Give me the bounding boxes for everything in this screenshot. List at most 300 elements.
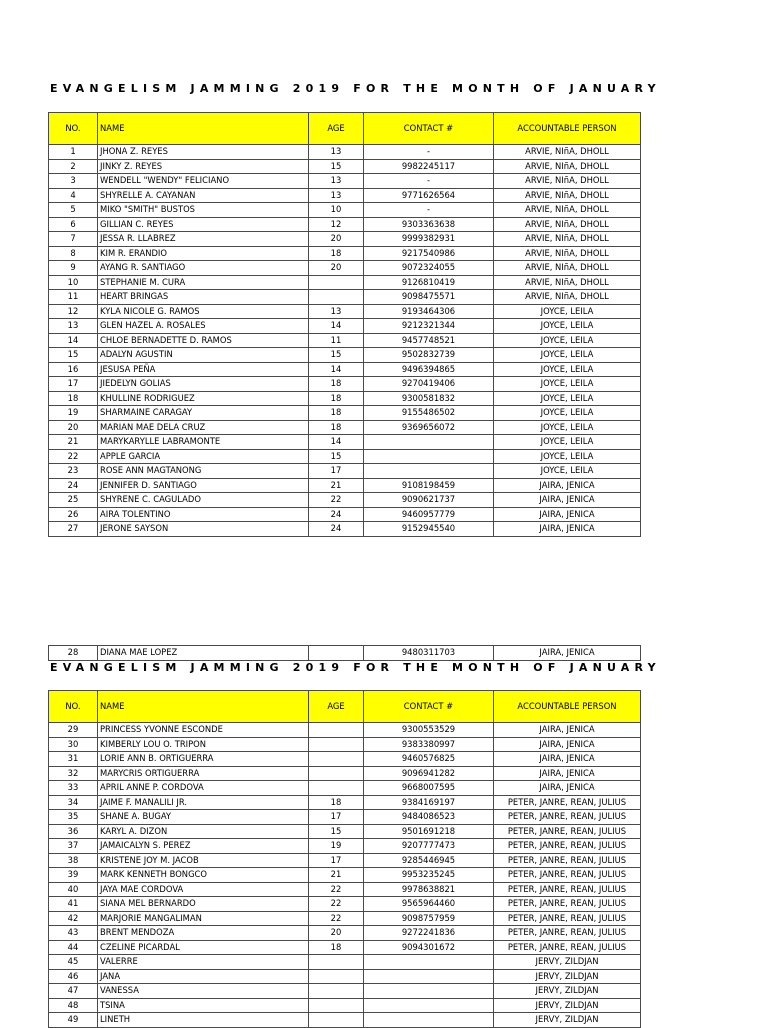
cell-age xyxy=(309,275,364,290)
cell-age xyxy=(309,781,364,796)
cell-contact: 9090621737 xyxy=(364,493,494,508)
cell-age: 18 xyxy=(309,420,364,435)
cell-contact: 9300553529 xyxy=(364,723,494,738)
cell-age: 21 xyxy=(309,868,364,883)
cell-no: 6 xyxy=(49,217,98,232)
cell-age xyxy=(309,969,364,984)
cell-no: 25 xyxy=(49,493,98,508)
cell-no: 10 xyxy=(49,275,98,290)
cell-name: WENDELL "WENDY" FELICIANO xyxy=(98,174,309,189)
cell-no: 42 xyxy=(49,911,98,926)
cell-age: 18 xyxy=(309,940,364,955)
header-contact: CONTACT # xyxy=(364,113,494,145)
cell-contact: 9212321344 xyxy=(364,319,494,334)
cell-no: 27 xyxy=(49,522,98,537)
cell-accountable-person: PETER, JANRE, REAN, JULIUS xyxy=(494,839,641,854)
table-row xyxy=(49,377,641,392)
cell-no: 17 xyxy=(49,377,98,392)
table-row xyxy=(49,435,641,450)
table-row xyxy=(49,752,641,767)
cell-no: 32 xyxy=(49,766,98,781)
cell-accountable-person: JAIRA, JENICA xyxy=(494,737,641,752)
cell-name: JERONE SAYSON xyxy=(98,522,309,537)
cell-name: JAMAICALYN S. PEREZ xyxy=(98,839,309,854)
cell-no: 1 xyxy=(49,145,98,160)
cell-contact xyxy=(364,1013,494,1028)
cell-no: 9 xyxy=(49,261,98,276)
table-row xyxy=(49,998,641,1013)
cell-name: GLEN HAZEL A. ROSALES xyxy=(98,319,309,334)
cell-age: 18 xyxy=(309,795,364,810)
table-row xyxy=(49,145,641,160)
table-row xyxy=(49,217,641,232)
cell-no: 12 xyxy=(49,304,98,319)
table-row xyxy=(49,507,641,522)
cell-contact: 9300581832 xyxy=(364,391,494,406)
table-row xyxy=(49,203,641,218)
table-row xyxy=(49,969,641,984)
cell-age: 18 xyxy=(309,391,364,406)
cell-contact: 9126810419 xyxy=(364,275,494,290)
cell-contact: 9496394865 xyxy=(364,362,494,377)
cell-name: KARYL A. DIZON xyxy=(98,824,309,839)
cell-contact: 9108198459 xyxy=(364,478,494,493)
cell-accountable-person: JAIRA, JENICA xyxy=(494,478,641,493)
cell-age: 14 xyxy=(309,362,364,377)
cell-accountable-person: ARVIE, NIñA, DHOLL xyxy=(494,217,641,232)
cell-accountable-person: JERVY, ZILDJAN xyxy=(494,998,641,1013)
cell-contact: 9098475571 xyxy=(364,290,494,305)
cell-accountable-person: JAIRA, JENICA xyxy=(494,752,641,767)
cell-name: MARJORIE MANGALIMAN xyxy=(98,911,309,926)
cell-no: 15 xyxy=(49,348,98,363)
cell-no: 21 xyxy=(49,435,98,450)
cell-age xyxy=(309,955,364,970)
header-age: AGE xyxy=(309,691,364,723)
cell-accountable-person: JOYCE, LEILA xyxy=(494,362,641,377)
cell-name: KRISTENE JOY M. JACOB xyxy=(98,853,309,868)
cell-contact: 9982245117 xyxy=(364,159,494,174)
cell-accountable-person: PETER, JANRE, REAN, JULIUS xyxy=(494,911,641,926)
cell-contact: 9383380997 xyxy=(364,737,494,752)
cell-name: AYANG R. SANTIAGO xyxy=(98,261,309,276)
cell-name: ADALYN AGUSTIN xyxy=(98,348,309,363)
cell-no: 4 xyxy=(49,188,98,203)
table-row xyxy=(49,737,641,752)
cell-age: 17 xyxy=(309,853,364,868)
cell-name: AIRA TOLENTINO xyxy=(98,507,309,522)
cell-age: 18 xyxy=(309,246,364,261)
cell-no: 11 xyxy=(49,290,98,305)
cell-contact: - xyxy=(364,145,494,160)
cell-no: 39 xyxy=(49,868,98,883)
cell-accountable-person: ARVIE, NIñA, DHOLL xyxy=(494,188,641,203)
cell-contact xyxy=(364,955,494,970)
table-header-row xyxy=(49,113,641,145)
cell-name: KYLA NICOLE G. RAMOS xyxy=(98,304,309,319)
cell-no: 29 xyxy=(49,723,98,738)
cell-accountable-person: PETER, JANRE, REAN, JULIUS xyxy=(494,940,641,955)
cell-age xyxy=(309,646,364,661)
cell-age xyxy=(309,998,364,1013)
cell-age: 17 xyxy=(309,464,364,479)
cell-age xyxy=(309,723,364,738)
cell-no: 33 xyxy=(49,781,98,796)
cell-contact xyxy=(364,435,494,450)
cell-name: MIKO "SMITH" BUSTOS xyxy=(98,203,309,218)
table-row xyxy=(49,275,641,290)
cell-accountable-person: PETER, JANRE, REAN, JULIUS xyxy=(494,882,641,897)
cell-name: VANESSA xyxy=(98,984,309,999)
cell-name: JESSA R. LLABREZ xyxy=(98,232,309,247)
cell-age: 22 xyxy=(309,493,364,508)
cell-accountable-person: ARVIE, NIñA, DHOLL xyxy=(494,290,641,305)
cell-no: 37 xyxy=(49,839,98,854)
table-row xyxy=(49,723,641,738)
cell-age: 22 xyxy=(309,897,364,912)
cell-accountable-person: PETER, JANRE, REAN, JULIUS xyxy=(494,897,641,912)
table-row xyxy=(49,853,641,868)
cell-accountable-person: JOYCE, LEILA xyxy=(494,420,641,435)
cell-name: KIMBERLY LOU O. TRIPON xyxy=(98,737,309,752)
cell-age xyxy=(309,766,364,781)
cell-name: SIANA MEL BERNARDO xyxy=(98,897,309,912)
cell-name: APPLE GARCIA xyxy=(98,449,309,464)
cell-no: 13 xyxy=(49,319,98,334)
cell-age xyxy=(309,290,364,305)
cell-no: 7 xyxy=(49,232,98,247)
cell-contact: 9460957779 xyxy=(364,507,494,522)
cell-accountable-person: JAIRA, JENICA xyxy=(494,766,641,781)
cell-no: 40 xyxy=(49,882,98,897)
table-row xyxy=(49,348,641,363)
cell-accountable-person: JERVY, ZILDJAN xyxy=(494,955,641,970)
cell-accountable-person: PETER, JANRE, REAN, JULIUS xyxy=(494,824,641,839)
cell-no: 24 xyxy=(49,478,98,493)
cell-name: APRIL ANNE P. CORDOVA xyxy=(98,781,309,796)
cell-age: 14 xyxy=(309,435,364,450)
cell-age: 12 xyxy=(309,217,364,232)
table-row xyxy=(49,795,641,810)
page-title-1: EVANGELISM JAMMING 2019 FOR THE MONTH OF JANUARY xyxy=(50,82,661,95)
cell-age: 15 xyxy=(309,348,364,363)
table-row xyxy=(49,362,641,377)
cell-name: SHANE A. BUGAY xyxy=(98,810,309,825)
cell-no: 26 xyxy=(49,507,98,522)
header-no: NO. xyxy=(49,113,98,145)
cell-name: HEART BRINGAS xyxy=(98,290,309,305)
table-row xyxy=(49,478,641,493)
table-row xyxy=(49,420,641,435)
cell-no: 2 xyxy=(49,159,98,174)
table-row xyxy=(49,984,641,999)
cell-age: 20 xyxy=(309,232,364,247)
cell-no: 18 xyxy=(49,391,98,406)
table-row xyxy=(49,646,641,661)
cell-name: GILLIAN C. REYES xyxy=(98,217,309,232)
cell-name: JENNIFER D. SANTIAGO xyxy=(98,478,309,493)
cell-age: 22 xyxy=(309,911,364,926)
cell-no: 49 xyxy=(49,1013,98,1028)
attendance-table-1 xyxy=(48,112,641,537)
table-row xyxy=(49,926,641,941)
cell-name: CZELINE PICARDAL xyxy=(98,940,309,955)
cell-accountable-person: JERVY, ZILDJAN xyxy=(494,969,641,984)
cell-no: 20 xyxy=(49,420,98,435)
cell-age: 19 xyxy=(309,839,364,854)
cell-accountable-person: JOYCE, LEILA xyxy=(494,449,641,464)
cell-contact xyxy=(364,464,494,479)
table-row xyxy=(49,940,641,955)
cell-age: 18 xyxy=(309,406,364,421)
cell-contact: 9098757959 xyxy=(364,911,494,926)
cell-contact: 9207777473 xyxy=(364,839,494,854)
table-row xyxy=(49,897,641,912)
cell-contact: 9457748521 xyxy=(364,333,494,348)
table-row xyxy=(49,522,641,537)
cell-accountable-person: ARVIE, NIñA, DHOLL xyxy=(494,159,641,174)
cell-accountable-person: JOYCE, LEILA xyxy=(494,304,641,319)
table-row xyxy=(49,159,641,174)
cell-name: TSINA xyxy=(98,998,309,1013)
cell-contact: 9484086523 xyxy=(364,810,494,825)
cell-no: 30 xyxy=(49,737,98,752)
header-accountable-person: ACCOUNTABLE PERSON xyxy=(494,113,641,145)
cell-no: 35 xyxy=(49,810,98,825)
cell-accountable-person: ARVIE, NIñA, DHOLL xyxy=(494,275,641,290)
cell-accountable-person: ARVIE, NIñA, DHOLL xyxy=(494,232,641,247)
cell-contact: - xyxy=(364,174,494,189)
cell-accountable-person: ARVIE, NIñA, DHOLL xyxy=(494,246,641,261)
cell-age: 10 xyxy=(309,203,364,218)
cell-age xyxy=(309,984,364,999)
cell-name: JHONA Z. REYES xyxy=(98,145,309,160)
cell-accountable-person: JOYCE, LEILA xyxy=(494,464,641,479)
cell-accountable-person: JERVY, ZILDJAN xyxy=(494,984,641,999)
cell-contact: 9193464306 xyxy=(364,304,494,319)
cell-age: 11 xyxy=(309,333,364,348)
table-row xyxy=(49,261,641,276)
cell-age: 13 xyxy=(309,174,364,189)
header-no: NO. xyxy=(49,691,98,723)
cell-no: 8 xyxy=(49,246,98,261)
cell-accountable-person: ARVIE, NIñA, DHOLL xyxy=(494,174,641,189)
cell-no: 48 xyxy=(49,998,98,1013)
cell-name: JINKY Z. REYES xyxy=(98,159,309,174)
cell-age xyxy=(309,752,364,767)
cell-name: KIM R. ERANDIO xyxy=(98,246,309,261)
cell-no: 36 xyxy=(49,824,98,839)
cell-age: 13 xyxy=(309,304,364,319)
cell-name: SHYRELLE A. CAYANAN xyxy=(98,188,309,203)
cell-contact: 9272241836 xyxy=(364,926,494,941)
cell-name: JAYA MAE CORDOVA xyxy=(98,882,309,897)
cell-accountable-person: JAIRA, JENICA xyxy=(494,723,641,738)
cell-name: KHULLINE RODRIGUEZ xyxy=(98,391,309,406)
cell-name: JANA xyxy=(98,969,309,984)
cell-no: 19 xyxy=(49,406,98,421)
table-row xyxy=(49,319,641,334)
cell-accountable-person: PETER, JANRE, REAN, JULIUS xyxy=(494,810,641,825)
cell-contact: 9217540986 xyxy=(364,246,494,261)
cell-contact: - xyxy=(364,203,494,218)
cell-name: LORIE ANN B. ORTIGUERRA xyxy=(98,752,309,767)
cell-accountable-person: JERVY, ZILDJAN xyxy=(494,1013,641,1028)
cell-accountable-person: JAIRA, JENICA xyxy=(494,493,641,508)
cell-name: SHYRENE C. CAGULADO xyxy=(98,493,309,508)
table-row xyxy=(49,766,641,781)
cell-accountable-person: ARVIE, NIñA, DHOLL xyxy=(494,145,641,160)
cell-name: MARK KENNETH BONGCO xyxy=(98,868,309,883)
cell-contact xyxy=(364,998,494,1013)
table-row xyxy=(49,449,641,464)
cell-contact: 9369656072 xyxy=(364,420,494,435)
cell-name: LINETH xyxy=(98,1013,309,1028)
cell-name: JESUSA PEÑA xyxy=(98,362,309,377)
table-row xyxy=(49,911,641,926)
cell-no: 3 xyxy=(49,174,98,189)
cell-no: 23 xyxy=(49,464,98,479)
cell-no: 31 xyxy=(49,752,98,767)
cell-contact: 9978638821 xyxy=(364,882,494,897)
cell-name: MARIAN MAE DELA CRUZ xyxy=(98,420,309,435)
cell-accountable-person: JOYCE, LEILA xyxy=(494,391,641,406)
attendance-table-2 xyxy=(48,690,641,1028)
cell-age: 13 xyxy=(309,145,364,160)
cell-accountable-person: JOYCE, LEILA xyxy=(494,333,641,348)
cell-contact xyxy=(364,984,494,999)
cell-accountable-person: PETER, JANRE, REAN, JULIUS xyxy=(494,868,641,883)
table-row xyxy=(49,188,641,203)
cell-accountable-person: JAIRA, JENICA xyxy=(494,507,641,522)
cell-contact: 9480311703 xyxy=(364,646,494,661)
cell-name: PRINCESS YVONNE ESCONDE xyxy=(98,723,309,738)
cell-contact: 9668007595 xyxy=(364,781,494,796)
cell-no: 45 xyxy=(49,955,98,970)
cell-name: JAIME F. MANALILI JR. xyxy=(98,795,309,810)
cell-contact: 9285446945 xyxy=(364,853,494,868)
header-name: NAME xyxy=(98,113,309,145)
carry-over-table xyxy=(48,645,641,661)
cell-name: MARYCRIS ORTIGUERRA xyxy=(98,766,309,781)
cell-accountable-person: JAIRA, JENICA xyxy=(494,522,641,537)
cell-accountable-person: ARVIE, NIñA, DHOLL xyxy=(494,203,641,218)
cell-no: 43 xyxy=(49,926,98,941)
cell-accountable-person: JOYCE, LEILA xyxy=(494,406,641,421)
cell-age: 15 xyxy=(309,449,364,464)
cell-contact: 9501691218 xyxy=(364,824,494,839)
cell-age: 17 xyxy=(309,810,364,825)
cell-age: 24 xyxy=(309,522,364,537)
table-row xyxy=(49,290,641,305)
table-row xyxy=(49,174,641,189)
cell-name: STEPHANIE M. CURA xyxy=(98,275,309,290)
cell-age: 21 xyxy=(309,478,364,493)
cell-no: 46 xyxy=(49,969,98,984)
cell-contact: 9771626564 xyxy=(364,188,494,203)
header-age: AGE xyxy=(309,113,364,145)
cell-name: JIEDELYN GOLIAS xyxy=(98,377,309,392)
cell-age: 15 xyxy=(309,159,364,174)
cell-accountable-person: JOYCE, LEILA xyxy=(494,348,641,363)
table-row xyxy=(49,333,641,348)
cell-name: DIANA MAE LOPEZ xyxy=(98,646,309,661)
cell-contact: 9155486502 xyxy=(364,406,494,421)
header-accountable-person: ACCOUNTABLE PERSON xyxy=(494,691,641,723)
cell-no: 47 xyxy=(49,984,98,999)
cell-contact xyxy=(364,969,494,984)
cell-accountable-person: JAIRA, JENICA xyxy=(494,646,641,661)
cell-contact: 9303363638 xyxy=(364,217,494,232)
table-row xyxy=(49,246,641,261)
cell-no: 38 xyxy=(49,853,98,868)
cell-no: 44 xyxy=(49,940,98,955)
cell-age: 14 xyxy=(309,319,364,334)
cell-age: 15 xyxy=(309,824,364,839)
header-name: NAME xyxy=(98,691,309,723)
cell-age: 20 xyxy=(309,261,364,276)
cell-age: 13 xyxy=(309,188,364,203)
cell-contact: 9953235245 xyxy=(364,868,494,883)
cell-name: ROSE ANN MAGTANONG xyxy=(98,464,309,479)
table-row xyxy=(49,493,641,508)
cell-contact: 9270419406 xyxy=(364,377,494,392)
cell-name: SHARMAINE CARAGAY xyxy=(98,406,309,421)
header-contact: CONTACT # xyxy=(364,691,494,723)
cell-contact: 9565964460 xyxy=(364,897,494,912)
table-row xyxy=(49,781,641,796)
table-row xyxy=(49,839,641,854)
cell-age: 20 xyxy=(309,926,364,941)
cell-accountable-person: ARVIE, NIñA, DHOLL xyxy=(494,261,641,276)
cell-age xyxy=(309,1013,364,1028)
cell-name: CHLOE BERNADETTE D. RAMOS xyxy=(98,333,309,348)
cell-no: 28 xyxy=(49,646,98,661)
page-title-2: EVANGELISM JAMMING 2019 FOR THE MONTH OF JANUARY xyxy=(50,661,661,674)
table-header-row xyxy=(49,691,641,723)
cell-age: 22 xyxy=(309,882,364,897)
cell-no: 34 xyxy=(49,795,98,810)
cell-contact: 9072324055 xyxy=(364,261,494,276)
cell-no: 22 xyxy=(49,449,98,464)
cell-contact: 9094301672 xyxy=(364,940,494,955)
cell-accountable-person: JOYCE, LEILA xyxy=(494,319,641,334)
table-row xyxy=(49,406,641,421)
cell-name: VALERRE xyxy=(98,955,309,970)
cell-contact: 9384169197 xyxy=(364,795,494,810)
cell-no: 41 xyxy=(49,897,98,912)
cell-accountable-person: PETER, JANRE, REAN, JULIUS xyxy=(494,926,641,941)
table-row xyxy=(49,1013,641,1028)
cell-contact: 9999382931 xyxy=(364,232,494,247)
cell-contact: 9096941282 xyxy=(364,766,494,781)
cell-no: 16 xyxy=(49,362,98,377)
cell-accountable-person: PETER, JANRE, REAN, JULIUS xyxy=(494,795,641,810)
cell-accountable-person: JAIRA, JENICA xyxy=(494,781,641,796)
cell-age: 18 xyxy=(309,377,364,392)
cell-age: 24 xyxy=(309,507,364,522)
cell-contact: 9460576825 xyxy=(364,752,494,767)
table-row xyxy=(49,232,641,247)
cell-age xyxy=(309,737,364,752)
table-row xyxy=(49,824,641,839)
cell-contact: 9152945540 xyxy=(364,522,494,537)
cell-no: 14 xyxy=(49,333,98,348)
cell-accountable-person: JOYCE, LEILA xyxy=(494,435,641,450)
cell-no: 5 xyxy=(49,203,98,218)
cell-name: BRENT MENDOZA xyxy=(98,926,309,941)
cell-accountable-person: PETER, JANRE, REAN, JULIUS xyxy=(494,853,641,868)
